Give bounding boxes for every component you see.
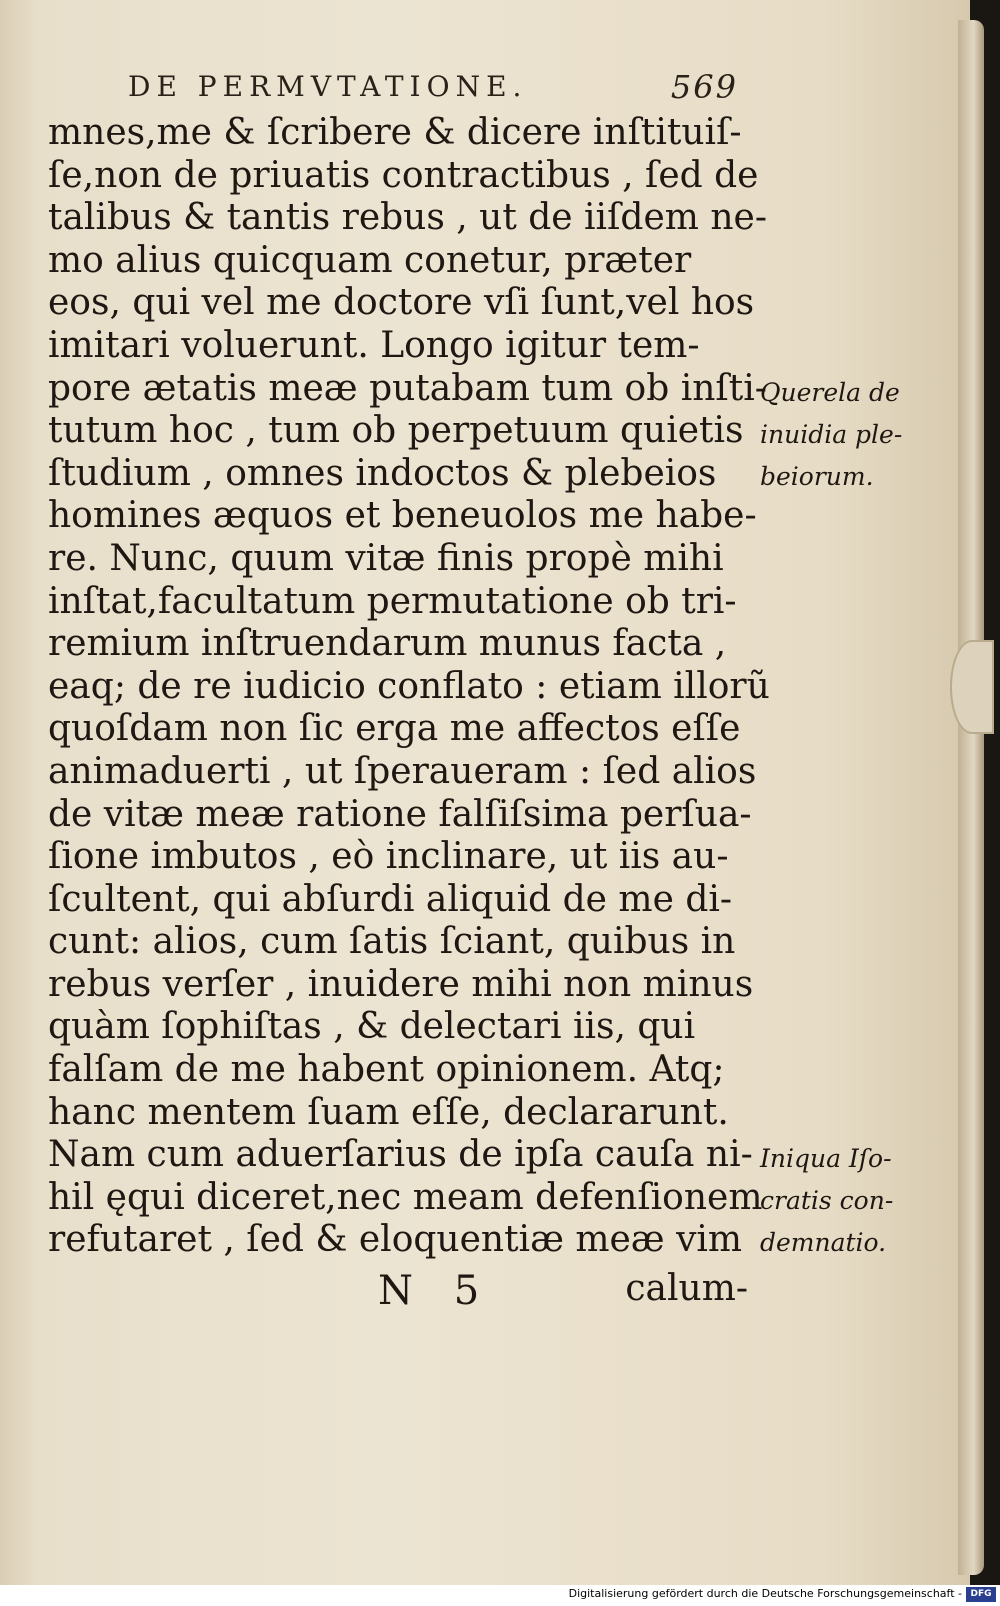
marginal-note-line: demnatio. bbox=[760, 1228, 887, 1257]
text-line: ſtudium , omnes indoctos & plebeios bbox=[48, 452, 717, 494]
text-line: ſcultent, qui abſurdi aliquid de me di- bbox=[48, 878, 733, 920]
text-line: re. Nunc, quum vitæ finis propè mihi bbox=[48, 537, 724, 579]
text-line: animaduerti , ut ſperaueram : ſed alios bbox=[48, 750, 757, 792]
marginal-note-line: Iniqua Iſo- bbox=[760, 1144, 892, 1173]
text-line: ſe,non de priuatis contractibus , ſed de bbox=[48, 154, 759, 196]
text-line: rebus verſer , inuidere mihi non minus bbox=[48, 963, 754, 1005]
text-line: de vitæ meæ ratione falſiſsima perſua- bbox=[48, 793, 752, 835]
marginal-note-line: inuidia ple- bbox=[760, 420, 903, 449]
body-text bbox=[48, 112, 770, 1262]
marginal-note-iniqua bbox=[760, 1138, 960, 1264]
dfg-logo: DFG bbox=[966, 1587, 996, 1602]
text-line: imitari voluerunt. Longo igitur tem- bbox=[48, 324, 700, 366]
text-line: eos, qui vel me doctore vſi ſunt,vel hos bbox=[48, 282, 755, 324]
page-clip bbox=[950, 640, 994, 734]
running-head-title: DE PERMVTATIONE. bbox=[128, 70, 528, 103]
page-edge bbox=[958, 20, 984, 1575]
text-line: quàm ſophiſtas , & delectari iis, qui bbox=[48, 1006, 696, 1048]
signature-mark: N 5 bbox=[378, 1268, 494, 1314]
text-line: talibus & tantis rebus , ut de iiſdem ne- bbox=[48, 197, 767, 239]
text-line: cunt: alios, cum ſatis ſciant, quibus in bbox=[48, 921, 736, 963]
page-number: 569 bbox=[670, 68, 738, 106]
text-line: homines æquos et beneuolos me habe- bbox=[48, 495, 757, 537]
text-line: falſam de me habent opinionem. Atq; bbox=[48, 1049, 725, 1091]
text-line: remium inſtruendarum munus facta , bbox=[48, 623, 727, 665]
marginal-note-line: Querela de bbox=[760, 378, 900, 407]
running-head bbox=[128, 70, 738, 110]
text-line: refutaret , ſed & eloquentiæ meæ vim bbox=[48, 1219, 743, 1261]
text-line: hil ęqui diceret,nec meam defenſionem bbox=[48, 1176, 763, 1218]
text-line: mo alius quicquam conetur, præter bbox=[48, 239, 692, 281]
text-line: eaq; de re iudicio conflato : etiam illorũ bbox=[48, 665, 770, 707]
text-line: tutum hoc , tum ob perpetuum quietis bbox=[48, 410, 744, 452]
marginal-note-querela bbox=[760, 372, 960, 498]
catchword: calum- bbox=[625, 1268, 748, 1309]
text-line: ſione imbutos , eò inclinare, ut iis au- bbox=[48, 836, 729, 878]
text-line: mnes,me & ſcribere & dicere inſtituiſ- bbox=[48, 112, 742, 153]
text-line: pore ætatis meæ putabam tum ob inſti- bbox=[48, 367, 767, 409]
text-line: hanc mentem ſuam eſſe, declararunt. bbox=[48, 1091, 729, 1133]
footer-bar bbox=[0, 1585, 1000, 1606]
marginal-note-line: beiorum. bbox=[760, 462, 874, 491]
marginal-note-line: cratis con- bbox=[760, 1186, 894, 1215]
text-line: inſtat,facultatum permutatione ob tri- bbox=[48, 580, 737, 622]
signature-line bbox=[378, 1268, 748, 1314]
text-line: Nam cum aduerſarius de ipſa cauſa ni- bbox=[48, 1134, 753, 1176]
funding-credit: Digitalisierung gefördert durch die Deutsche Forschungsgemeinschaft - bbox=[568, 1587, 962, 1600]
text-line: quoſdam non ſic erga me affectos eſſe bbox=[48, 708, 741, 750]
